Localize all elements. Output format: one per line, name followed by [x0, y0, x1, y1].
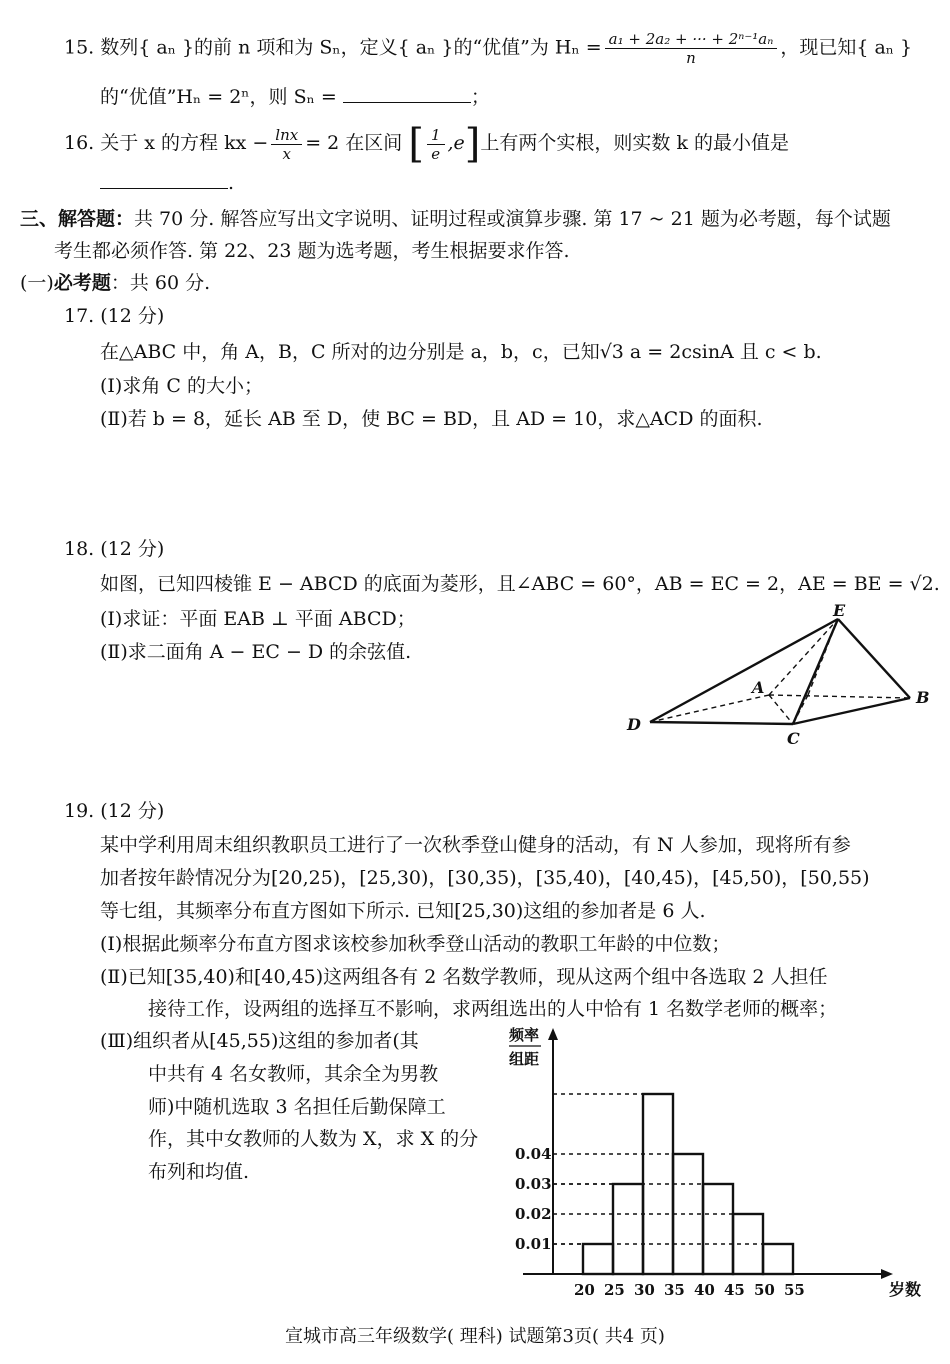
q15-line1 — [64, 30, 912, 67]
q15-frac-num: a₁ + 2a₂ + ··· + 2ⁿ⁻¹aₙ — [605, 30, 778, 49]
vertex-label-D: D — [627, 715, 641, 734]
q15-text-c: 的“优值”Hₙ = 2ⁿ，则 Sₙ = — [100, 86, 337, 108]
y-axis-arrow — [548, 1028, 558, 1040]
page-footer: 宣城市高三年级数学( 理科) 试题第3页( 共4 页) — [285, 1326, 665, 1347]
histogram-bar-[40,45) — [703, 1184, 733, 1274]
q19-part3-b: 中共有 4 名女教师，其余全为男教 — [148, 1063, 439, 1085]
q16-line1 — [64, 120, 789, 168]
pyramid-solid-edges — [650, 619, 910, 724]
x-tick-label: 20 — [574, 1281, 595, 1299]
q19-line3: 等七组，其频率分布直方图如下所示. 已知[25,30)这组的参加者是 6 人. — [100, 900, 706, 922]
q16-text-c: 上有两个实根，则实数 k 的最小值是 — [480, 132, 789, 154]
q15-line2 — [100, 86, 490, 109]
q19-part2-a: (Ⅱ)已知[35,40)和[40,45)这两组各有 2 名数学教师，现从这两个组中各选取 2 人担任 — [100, 966, 828, 988]
q19-part3-a: (Ⅲ)组织者从[45,55)这组的参加者(其 — [100, 1030, 419, 1052]
q19-part2-b: 接待工作，设两组的选择互不影响，求两组选出的人中恰有 1 名数学老师的概率； — [148, 998, 838, 1020]
q16-interval-num: 1 — [427, 126, 445, 145]
q15-text-d: ； — [470, 86, 490, 108]
vertex-label-E: E — [833, 602, 846, 620]
q16-text-a: 16. 关于 x 的方程 kx − — [64, 132, 269, 154]
q17-part1: (Ⅰ)求角 C 的大小； — [100, 375, 263, 397]
q16-text-b: = 2 在区间 — [305, 132, 403, 154]
x-axis-label: 岁数 — [889, 1280, 922, 1299]
q19-part3-e: 布列和均值. — [148, 1161, 250, 1183]
q17-part2: (Ⅱ)若 b = 8，延长 AB 至 D，使 BC = BD，且 AD = 10，求△ACD 的面积. — [100, 408, 763, 430]
subheading-prefix: (一) — [20, 272, 54, 294]
subheading-tail: ：共 60 分. — [110, 272, 211, 294]
q16-frac-den: x — [282, 144, 291, 163]
interval-left-bracket: [ — [408, 121, 424, 167]
y-axis-label-bottom: 组距 — [509, 1050, 540, 1068]
x-tick-label: 25 — [604, 1281, 625, 1299]
x-axis-arrow — [881, 1269, 893, 1279]
q18-head: 18. (12 分) — [64, 538, 165, 560]
q15-fraction — [605, 30, 778, 67]
q16-line2 — [100, 172, 234, 195]
pyramid-figure — [612, 602, 942, 750]
vertex-label-B: B — [916, 688, 930, 707]
q15-frac-den: n — [686, 49, 696, 67]
section3-title: 三、解答题： — [20, 208, 135, 230]
q19-head: 19. (12 分) — [64, 800, 165, 822]
q16-fraction — [271, 126, 302, 163]
section3-line1 — [20, 208, 891, 231]
q19-line2: 加者按年龄情况分为[20,25)，[25,30)，[30,35)，[35,40)，[40,45)，[45,50)，[50,55) — [100, 867, 870, 889]
section3-instructions-2: 考生都必须作答. 第 22、23 题为选考题，考生根据要求作答. — [54, 240, 570, 262]
pyramid-hidden-edges — [650, 619, 910, 724]
q15-text-b: ，现已知{ aₙ } — [780, 36, 913, 59]
x-tick-label: 55 — [784, 1281, 805, 1299]
x-tick-label: 45 — [724, 1281, 745, 1299]
y-tick-label: 0.04 — [515, 1145, 552, 1163]
histogram-bar-[20,25) — [583, 1244, 613, 1274]
y-axis-label-top: 频率 — [509, 1026, 540, 1044]
x-tick-label: 35 — [664, 1281, 685, 1299]
y-tick-label: 0.02 — [515, 1205, 552, 1223]
q15-answer-blank[interactable] — [343, 86, 471, 103]
q16-frac-num: lnx — [271, 126, 302, 145]
q19-part1: (Ⅰ)根据此频率分布直方图求该校参加秋季登山活动的教职工年龄的中位数； — [100, 933, 731, 955]
q19-part3-c: 师)中随机选取 3 名担任后勤保障工 — [148, 1096, 446, 1118]
frequency-histogram — [495, 1020, 935, 1305]
y-tick-label: 0.03 — [515, 1175, 552, 1193]
x-tick-label: 40 — [694, 1281, 715, 1299]
interval-right-bracket: ] — [464, 121, 481, 167]
q16-interval-den: e — [431, 144, 441, 163]
q19-line1: 某中学利用周末组织教职员工进行了一次秋季登山健身的活动，有 N 人参加，现将所有参 — [100, 834, 851, 856]
q17-stem: 在△ABC 中，角 A，B，C 所对的边分别是 a，b，c，已知√3 a = 2csinA 且 c < b. — [100, 341, 822, 363]
histogram-bar-[25,30) — [613, 1184, 643, 1274]
q15-text-a: 15. 数列{ aₙ }的前 n 项和为 Sₙ，定义{ aₙ }的“优值”为 Hₙ = — [64, 36, 602, 59]
q16-text-d: . — [228, 172, 235, 194]
subheading-title: 必考题 — [53, 272, 111, 294]
y-tick-label: 0.01 — [515, 1235, 552, 1253]
q18-part2: (Ⅱ)求二面角 A − EC − D 的余弦值. — [100, 641, 412, 663]
x-tick-label: 30 — [634, 1281, 655, 1299]
q16-interval-fraction — [427, 126, 445, 163]
q18-stem: 如图，已知四棱锥 E − ABCD 的底面为菱形，且∠ABC = 60°，AB = EC = 2，AE = BE = √2. — [100, 573, 940, 595]
x-tick-label: 50 — [754, 1281, 775, 1299]
q18-part1: (Ⅰ)求证：平面 EAB ⊥ 平面 ABCD； — [100, 608, 416, 630]
q16-answer-blank[interactable] — [100, 172, 228, 189]
vertex-label-C: C — [787, 729, 800, 748]
histogram-bar-[50,55) — [763, 1244, 793, 1274]
section3-subheading — [20, 272, 210, 295]
q16-interval-tail: ,e — [447, 132, 465, 154]
q17-head: 17. (12 分) — [64, 305, 165, 327]
q19-part3-d: 作，其中女教师的人数为 X，求 X 的分 — [148, 1128, 479, 1150]
vertex-label-A: A — [752, 678, 765, 697]
section3-instructions-1: 共 70 分. 解答应写出文字说明、证明过程或演算步骤. 第 17 ~ 21 题为必考题，每个试题 — [134, 208, 891, 230]
